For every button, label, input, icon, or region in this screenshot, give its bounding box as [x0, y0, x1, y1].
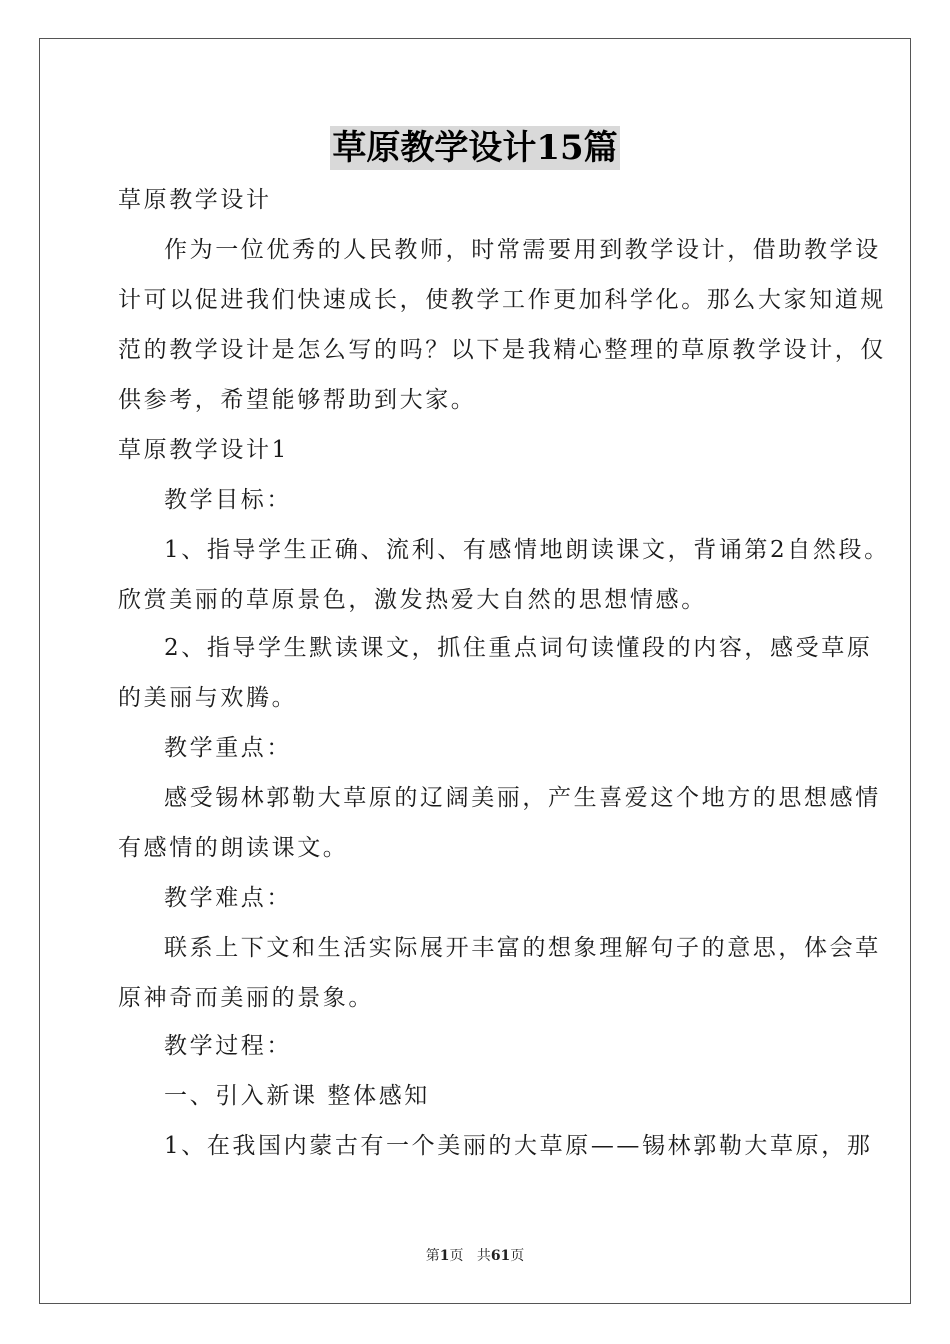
paragraph-line: 原神奇而美丽的景象。 [118, 985, 374, 1011]
paragraph-line: 有感情的朗读课文。 [118, 835, 349, 861]
paragraph-line: 1、在我国内蒙古有一个美丽的大草原——锡林郭勒大草原，那 [164, 1133, 873, 1159]
subheading: 教学目标： [164, 487, 292, 513]
footer-total-suffix: 页 [510, 1248, 525, 1264]
subheading: 教学重点： [164, 735, 292, 761]
subheading: 教学过程： [164, 1033, 292, 1059]
page-footer [0, 1246, 950, 1266]
paragraph-line: 范的教学设计是怎么写的吗？以下是我精心整理的草原教学设计，仅 [118, 337, 886, 363]
section-heading: 草原教学设计 [118, 187, 272, 213]
footer-page-suffix: 页 [449, 1248, 464, 1264]
paragraph-line: 2、指导学生默读课文，抓住重点词句读懂段的内容，感受草原 [164, 635, 873, 661]
paragraph-line: 1、指导学生正确、流利、有感情地朗读课文，背诵第2自然段。 [164, 537, 890, 563]
footer-total-pages: 61 [490, 1248, 511, 1264]
section-heading: 草原教学设计1 [118, 437, 289, 463]
paragraph-line: 欣赏美丽的草原景色，激发热爱大自然的思想情感。 [118, 587, 707, 613]
paragraph-line: 一、引入新课 整体感知 [164, 1083, 430, 1109]
footer-prefix: 第 [425, 1248, 440, 1264]
paragraph-line: 供参考，希望能够帮助到大家。 [118, 387, 477, 413]
paragraph-line: 作为一位优秀的人民教师，时常需要用到教学设计，借助教学设 [164, 237, 881, 263]
footer-page-number: 1 [439, 1248, 450, 1264]
document-title [0, 126, 950, 170]
page-frame [39, 38, 911, 1304]
title-text: 草原教学设计15篇 [332, 128, 618, 168]
paragraph-line: 联系上下文和生活实际展开丰富的想象理解句子的意思，体会草 [164, 935, 881, 961]
paragraph-line: 感受锡林郭勒大草原的辽阔美丽，产生喜爱这个地方的思想感情 [164, 785, 881, 811]
paragraph-line: 的美丽与欢腾。 [118, 685, 298, 711]
paragraph-line: 计可以促进我们快速成长，使教学工作更加科学化。那么大家知道规 [118, 287, 886, 313]
footer-total-prefix: 共 [476, 1248, 491, 1264]
subheading: 教学难点： [164, 885, 292, 911]
